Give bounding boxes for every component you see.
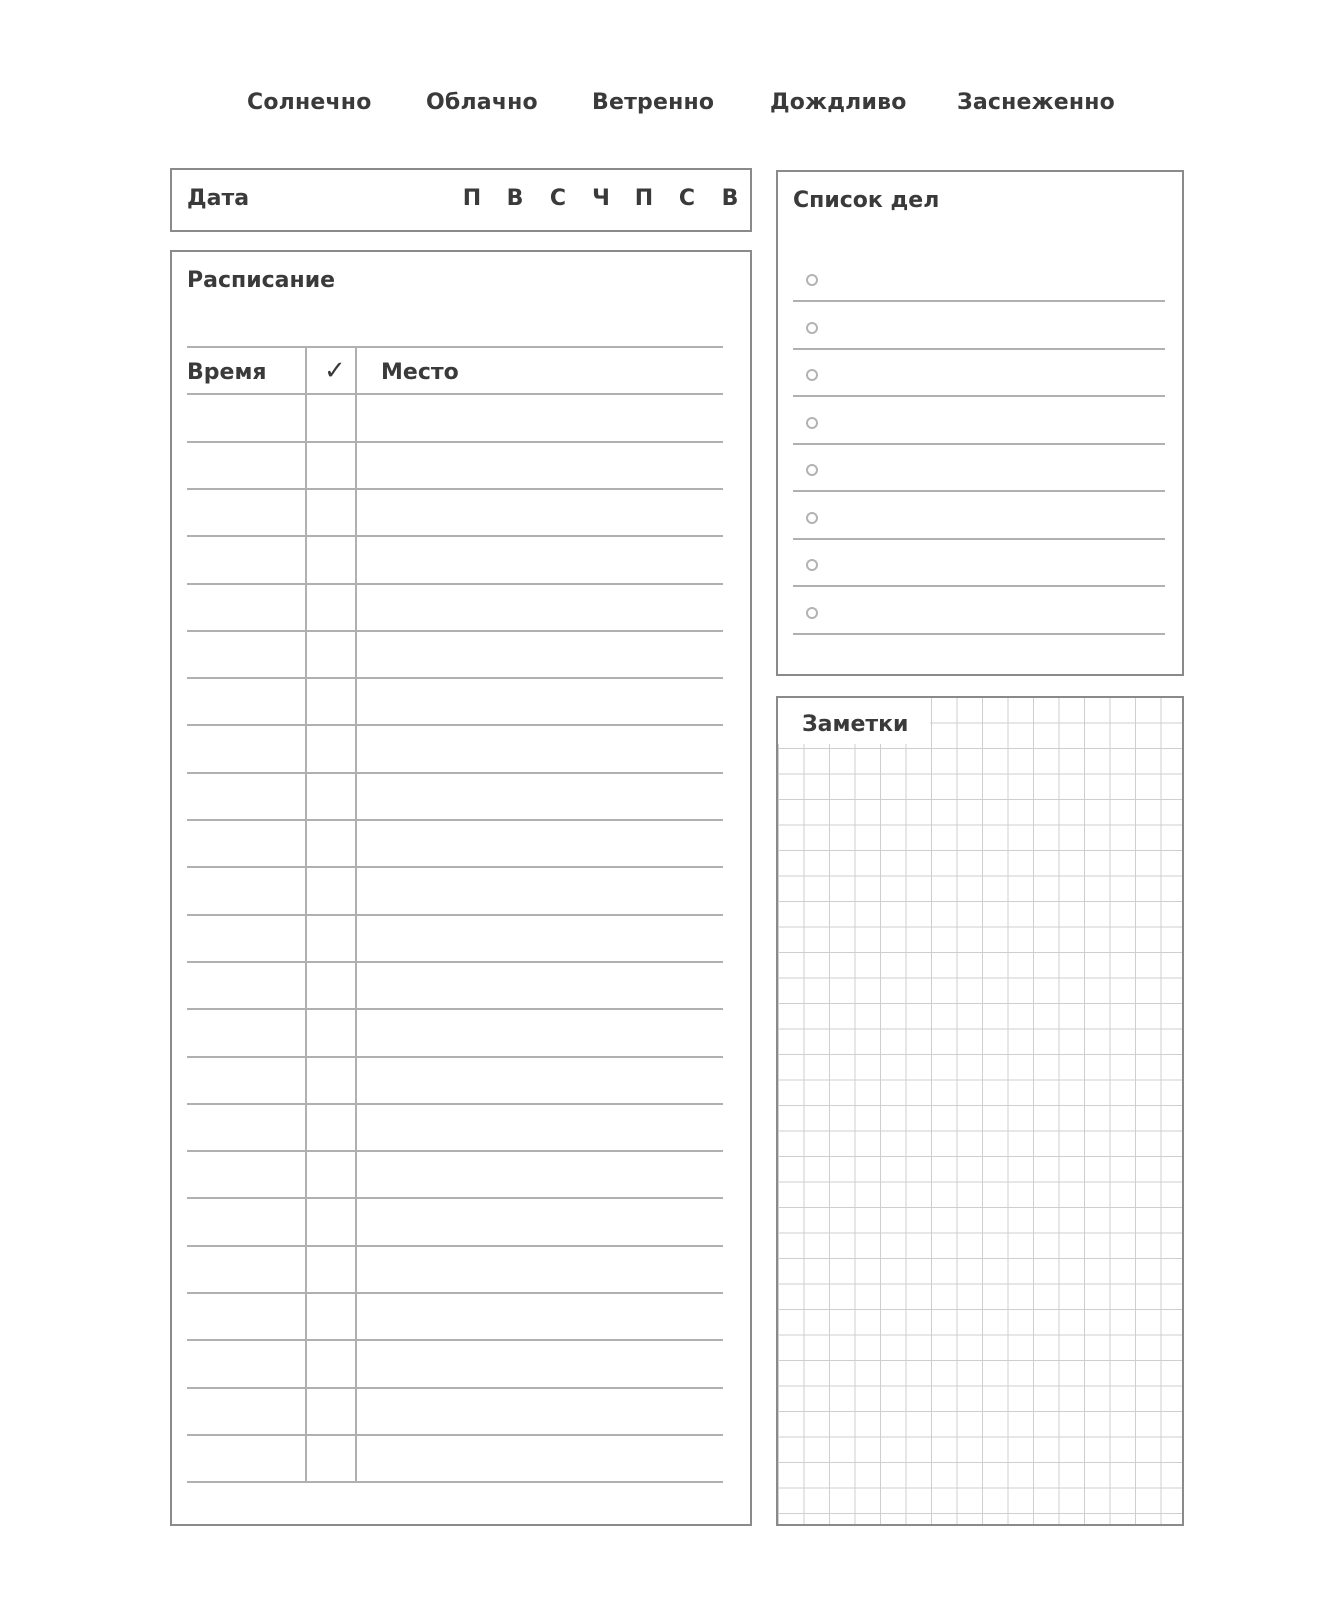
column-time-header: Время bbox=[187, 360, 267, 385]
day-sat[interactable]: С bbox=[678, 186, 696, 211]
todo-checkbox[interactable] bbox=[806, 369, 818, 381]
schedule-row-line bbox=[187, 535, 723, 537]
weather-snowy[interactable]: Заснеженно bbox=[957, 90, 1115, 115]
date-label: Дата bbox=[187, 186, 250, 211]
date-bar bbox=[170, 168, 752, 232]
schedule-row-line bbox=[187, 1008, 723, 1010]
schedule-row-line bbox=[187, 488, 723, 490]
notes-panel[interactable] bbox=[776, 696, 1184, 1526]
weather-options bbox=[0, 90, 1338, 126]
schedule-row-line bbox=[187, 393, 723, 395]
todo-checkbox[interactable] bbox=[806, 464, 818, 476]
notes-title: Заметки bbox=[802, 712, 909, 737]
schedule-row-line bbox=[187, 1103, 723, 1105]
schedule-row-line bbox=[187, 819, 723, 821]
todo-checkbox[interactable] bbox=[806, 559, 818, 571]
schedule-title: Расписание bbox=[187, 268, 336, 293]
todo-checkbox[interactable] bbox=[806, 417, 818, 429]
schedule-row-line bbox=[187, 1245, 723, 1247]
todo-checkbox[interactable] bbox=[806, 512, 818, 524]
check-column-divider bbox=[355, 346, 357, 1483]
weather-rainy[interactable]: Дождливо bbox=[770, 90, 907, 115]
schedule-row-line bbox=[187, 1339, 723, 1341]
schedule-row-line bbox=[187, 724, 723, 726]
schedule-row-line bbox=[187, 772, 723, 774]
schedule-row-line bbox=[187, 441, 723, 443]
schedule-row-line bbox=[187, 1197, 723, 1199]
todo-checkbox[interactable] bbox=[806, 274, 818, 286]
day-sun[interactable]: В bbox=[721, 186, 739, 211]
time-column-divider bbox=[305, 346, 307, 1483]
day-tue[interactable]: В bbox=[506, 186, 524, 211]
schedule-row-line bbox=[187, 677, 723, 679]
weather-sunny[interactable]: Солнечно bbox=[247, 90, 372, 115]
schedule-row-line bbox=[187, 583, 723, 585]
todo-line[interactable] bbox=[793, 490, 1165, 492]
schedule-row-line bbox=[187, 1150, 723, 1152]
day-wed[interactable]: С bbox=[549, 186, 567, 211]
todo-line[interactable] bbox=[793, 395, 1165, 397]
schedule-row-line bbox=[187, 1387, 723, 1389]
schedule-row-line bbox=[187, 961, 723, 963]
schedule-row-line bbox=[187, 1434, 723, 1436]
day-fri[interactable]: П bbox=[634, 186, 654, 211]
todo-title: Список дел bbox=[793, 188, 940, 213]
column-check-header: ✓ bbox=[324, 356, 346, 386]
schedule-row-line bbox=[187, 1056, 723, 1058]
schedule-row-line bbox=[187, 914, 723, 916]
todo-panel bbox=[776, 170, 1184, 676]
schedule-panel bbox=[170, 250, 752, 1526]
column-place-header: Место bbox=[381, 360, 459, 385]
schedule-row-line bbox=[187, 1481, 723, 1483]
schedule-row-line bbox=[187, 1292, 723, 1294]
todo-line[interactable] bbox=[793, 348, 1165, 350]
todo-line[interactable] bbox=[793, 300, 1165, 302]
weather-windy[interactable]: Ветренно bbox=[592, 90, 715, 115]
schedule-header-top-line bbox=[187, 346, 723, 348]
day-mon[interactable]: П bbox=[462, 186, 482, 211]
todo-checkbox[interactable] bbox=[806, 322, 818, 334]
todo-line[interactable] bbox=[793, 633, 1165, 635]
todo-checkbox[interactable] bbox=[806, 607, 818, 619]
todo-line[interactable] bbox=[793, 443, 1165, 445]
day-thu[interactable]: Ч bbox=[592, 186, 610, 211]
todo-line[interactable] bbox=[793, 585, 1165, 587]
weather-cloudy[interactable]: Облачно bbox=[426, 90, 538, 115]
schedule-row-line bbox=[187, 630, 723, 632]
schedule-row-line bbox=[187, 866, 723, 868]
todo-line[interactable] bbox=[793, 538, 1165, 540]
